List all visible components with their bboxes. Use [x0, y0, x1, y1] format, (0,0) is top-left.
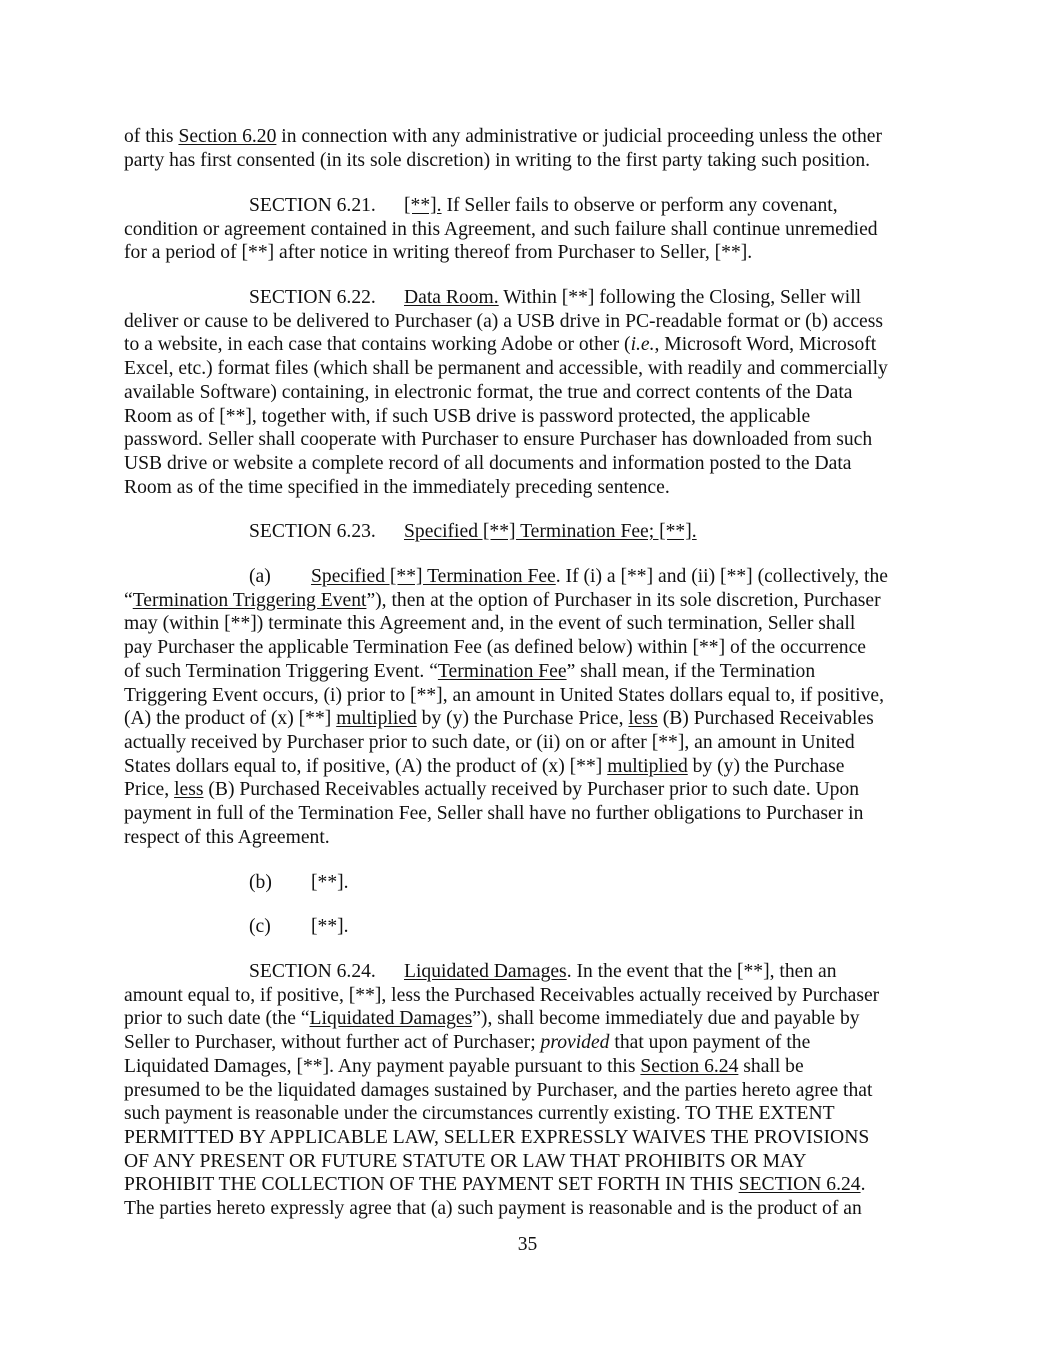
- defined-term: Liquidated Damages: [309, 1008, 473, 1030]
- section-reference-link: Section 6.20: [178, 126, 277, 147]
- section-title: Specified [**] Termination Fee; [**].: [404, 521, 697, 542]
- section-6-22: SECTION 6.22. Data Room. Within [**] following the Closing, Seller will deliver or cause to be delivered to Purchaser (a) a USB drive in PC-readable format or (b) access to a website, in each case that contains working Adobe or other (i.e., Microsoft Word, Microsoft Excel, etc.) format files (which shall be permanent and accessible, with readily and commercially available Software) containing, in electronic format, the true and correct contents of the Data Room as of [**], together with, if such USB drive is password protected, the applicable password. Seller shall cooperate with Purchaser to ensure Purchaser has downloaded from such USB drive or website a complete record of all documents and information posted to the Data Room as of the time specified in the immediately preceding sentence.: [124, 287, 888, 498]
- section-6-23-heading: [124, 520, 936, 544]
- clause-label: (b): [249, 872, 272, 893]
- defined-term: Termination Fee: [437, 660, 567, 682]
- clause-label: (c): [249, 916, 271, 937]
- clause-label: (a): [249, 566, 271, 587]
- section-title: [**].: [404, 195, 442, 216]
- section-number: SECTION 6.23.: [249, 521, 376, 542]
- section-title: Data Room.: [404, 287, 499, 308]
- paragraph-6-20-continuation: of this Section 6.20 in connection with any administrative or judicial proceeding unless the other party has first consented (in its sole discretion) in writing to the first party taking such position.: [124, 126, 883, 171]
- section-title: Liquidated Damages: [404, 961, 567, 982]
- section-number: SECTION 6.22.: [249, 287, 376, 308]
- section-6-23-b: (b) [**].: [249, 872, 349, 893]
- clause-title: Specified [**] Termination Fee: [311, 566, 556, 587]
- defined-term: Termination Triggering Event: [132, 589, 367, 611]
- section-number: SECTION 6.24.: [249, 961, 376, 982]
- page-number: 35: [517, 1234, 538, 1255]
- section-6-24: SECTION 6.24. Liquidated Damages. In the event that the [**], then an amount equal to, if positive, [**], less the Purchased Receivables actually received by Purchaser prior to such date (the “Liquidated Damages”), shall become immediately due and payable by Seller to Purchaser, without further act of Purchaser; provided that upon payment of the Liquidated Damages, [**]. Any payment payable pursuant to this Section 6.24 shall be presumed to be the liquidated damages sustained by Purchaser, and the parties hereto agree that such payment is reasonable under the circumstances currently existing. TO THE EXTENT PERMITTED BY APPLICABLE LAW, SELLER EXPRESSLY WAIVES THE PROVISIONS OF ANY PRESENT OR FUTURE STATUTE OR LAW THAT PROHIBITS OR MAY PROHIBIT THE COLLECTION OF THE PAYMENT SET FORTH IN THIS SECTION 6.24. The parties hereto expressly agree that (a) such payment is reasonable and is the product of an: [124, 961, 880, 1220]
- section-reference-link: Section 6.24: [640, 1055, 739, 1077]
- section-6-23-c: (c) [**].: [249, 916, 349, 937]
- section-6-23-a: (a) Specified [**] Termination Fee. If (i) a [**] and (ii) [**] (collectively, the “Termination Triggering Event”), then at the option of Purchaser in its sole discretion, Purchaser may (within [**]) terminate this Agreement and, in the event of such termination, Seller shall pay Purchaser the applicable Termination Fee (as defined below) within [**] of the occurrence of such Termination Triggering Event. “Termination Fee” shall mean, if the Termination Triggering Event occurs, (i) prior to [**], an amount in United States dollars equal to, if positive, (A) the product of (x) [**] multiplied by (y) the Purchase Price, less (B) Purchased Receivables actually received by Purchaser prior to such date, or (ii) on or after [**], an amount in United States dollars equal to, if positive, (A) the product of (x) [**] multiplied by (y) the Purchase Price, less (B) Purchased Receivables actually received by Purchaser prior to such date. Upon payment in full of the Termination Fee, Seller shall have no further obligations to Purchaser in respect of this Agreement.: [124, 566, 888, 848]
- section-6-21: SECTION 6.21. [**]. If Seller fails to observe or perform any covenant, condition or agreement contained in this Agreement, and such failure shall continue unremedied for a period of [**] after notice in writing thereof from Purchaser to Seller, [**].: [124, 195, 878, 264]
- section-reference-link: SECTION 6.24: [738, 1174, 861, 1196]
- section-number: SECTION 6.21.: [249, 195, 376, 216]
